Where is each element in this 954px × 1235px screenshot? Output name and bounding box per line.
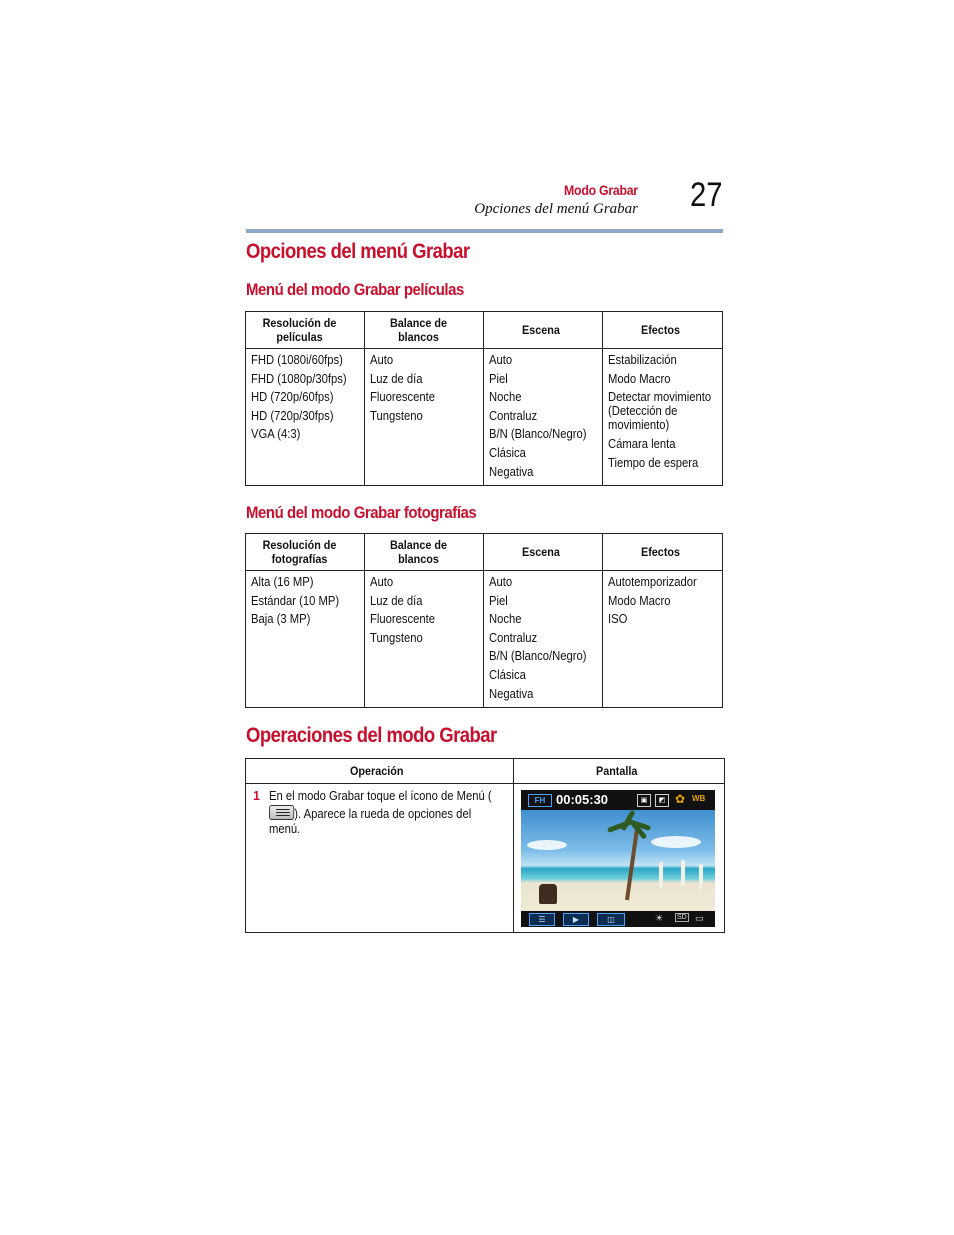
stabilization-icon: ▣ xyxy=(637,794,651,807)
list-item: Baja (3 MP) xyxy=(251,612,311,627)
beach-photo xyxy=(521,810,715,911)
page-title: Opciones del menú Grabar xyxy=(246,240,470,263)
table-row xyxy=(246,571,723,708)
column-header: Resolución de fotografías xyxy=(246,534,365,571)
column-header: Efectos xyxy=(603,312,723,349)
light-icon: ☀ xyxy=(655,913,664,923)
list-item: Modo Macro xyxy=(608,371,671,386)
list-item: Auto xyxy=(489,575,513,589)
resolution-cell xyxy=(246,571,365,708)
column-header: Escena xyxy=(484,534,603,571)
list-item: FHD (1080p/30fps) xyxy=(251,371,347,386)
photos-menu-table xyxy=(245,533,723,708)
column-header: Efectos xyxy=(603,534,723,571)
list-item: HD (720p/30fps) xyxy=(251,408,334,423)
screen-cell xyxy=(514,784,725,933)
running-header-subsection: Opciones del menú Grabar xyxy=(474,201,638,217)
white-balance-icon: WB xyxy=(692,794,706,803)
list-item: Fluorescente xyxy=(370,390,436,405)
list-item: Clásica xyxy=(489,667,526,682)
list-item: Estabilización xyxy=(608,353,677,367)
list-item: Tiempo de espera xyxy=(608,455,699,470)
palm-trunk xyxy=(625,830,639,900)
list-item: Piel xyxy=(489,371,508,386)
page-number: 27 xyxy=(690,176,723,214)
list-item: Auto xyxy=(370,353,394,367)
list-item: Cámara lenta xyxy=(608,437,676,452)
list-item: Auto xyxy=(489,353,513,367)
operation-cell xyxy=(246,784,514,933)
step-text-after: ). Aparece la rueda de opciones del menú. xyxy=(269,806,472,836)
list-item: Tungsteno xyxy=(370,408,423,423)
list-item: Estándar (10 MP) xyxy=(251,593,340,608)
menu-icon xyxy=(269,805,294,820)
camera-screen xyxy=(521,790,715,927)
list-item: Noche xyxy=(489,612,522,627)
list-item: Negativa xyxy=(489,464,534,479)
beach-umbrella xyxy=(681,860,685,886)
rock xyxy=(539,884,557,904)
list-item: Tungsteno xyxy=(370,630,423,645)
photos-heading: Menú del modo Grabar fotografías xyxy=(246,503,477,522)
operations-table xyxy=(245,758,725,933)
table-header-row xyxy=(246,312,723,349)
table-row xyxy=(246,784,725,933)
list-item: Luz de día xyxy=(370,371,423,386)
list-item: Detectar movimiento (Detección de movimiento) xyxy=(608,390,712,433)
battery-icon: ▭ xyxy=(695,913,704,923)
list-item: Autotemporizador xyxy=(608,575,697,589)
column-header: Balance de blancos xyxy=(365,534,484,571)
record-timer: 00:05:30 xyxy=(556,792,609,807)
white-balance-cell xyxy=(365,571,484,708)
table-header-row xyxy=(246,759,725,784)
sd-card-icon: SD xyxy=(677,914,687,921)
list-item: Clásica xyxy=(489,445,526,460)
table-row xyxy=(246,349,723,486)
scene-icon: ◩ xyxy=(655,794,669,807)
list-item: Luz de día xyxy=(370,593,423,608)
scene-cell xyxy=(484,571,603,708)
white-balance-cell xyxy=(365,349,484,486)
step-1 xyxy=(247,785,512,838)
beach-umbrella xyxy=(659,862,663,888)
beach-umbrella xyxy=(699,864,703,890)
table-header-row xyxy=(246,534,723,571)
list-item: FHD (1080i/60fps) xyxy=(251,353,343,367)
list-item: Modo Macro xyxy=(608,593,671,608)
cloud xyxy=(527,840,567,850)
column-header: Resolución de películas xyxy=(246,312,365,349)
running-header-section: Modo Grabar xyxy=(564,182,638,198)
list-item: HD (720p/60fps) xyxy=(251,390,334,405)
column-header: Pantalla xyxy=(514,759,725,784)
effects-cell xyxy=(603,571,723,708)
list-item: ISO xyxy=(608,612,628,627)
cloud xyxy=(651,836,701,848)
step-text-before: En el modo Grabar toque el ícono de Menú ( xyxy=(269,789,492,803)
header-rule xyxy=(246,229,723,233)
list-item: Alta (16 MP) xyxy=(251,575,314,589)
list-item: Piel xyxy=(489,593,508,608)
list-item: Contraluz xyxy=(489,630,538,645)
screen-toolbar xyxy=(521,911,715,927)
list-item: Negativa xyxy=(489,686,534,701)
list-item: Auto xyxy=(370,575,394,589)
list-item: B/N (Blanco/Negro) xyxy=(489,649,587,664)
column-header: Operación xyxy=(246,759,514,784)
macro-flower-icon: ✿ xyxy=(675,792,686,806)
movies-heading: Menú del modo Grabar películas xyxy=(246,280,464,299)
scene-cell xyxy=(484,349,603,486)
list-item: Noche xyxy=(489,390,522,405)
video-photo-toggle-button[interactable]: ◫ xyxy=(597,913,625,926)
column-header: Balance de blancos xyxy=(365,312,484,349)
operations-heading: Operaciones del modo Grabar xyxy=(246,724,497,747)
list-item: VGA (4:3) xyxy=(251,427,301,442)
column-header: Escena xyxy=(484,312,603,349)
list-item: Contraluz xyxy=(489,408,538,423)
resolution-cell xyxy=(246,349,365,486)
menu-button[interactable]: ☰ xyxy=(529,913,555,926)
list-item: Fluorescente xyxy=(370,612,436,627)
list-item: B/N (Blanco/Negro) xyxy=(489,427,587,442)
playback-button[interactable]: ▶ xyxy=(563,913,589,926)
step-number: 1 xyxy=(253,789,260,803)
screen-status-bar xyxy=(521,790,715,810)
resolution-badge-icon: FH xyxy=(528,794,552,807)
effects-cell xyxy=(603,349,723,486)
movies-menu-table xyxy=(245,311,723,486)
